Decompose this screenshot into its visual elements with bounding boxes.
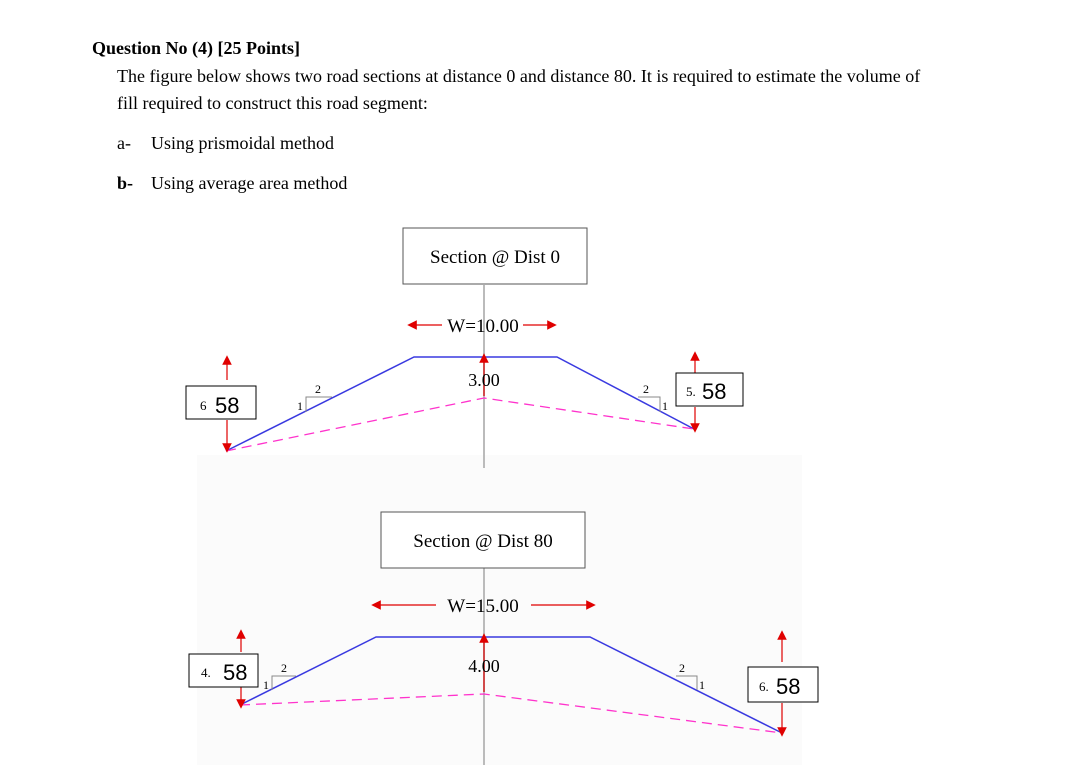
section-0-right-slope-run: 2 bbox=[643, 382, 649, 396]
section-80-right-slope-run: 2 bbox=[679, 661, 685, 675]
section-80-right-slope-rise: 1 bbox=[699, 678, 705, 692]
question-body: The figure below shows two road sections at distance 0 and distance 80. It is required to estimate the volume of fill required to construct this road segment: bbox=[117, 66, 921, 113]
section-0-left-slope-run: 2 bbox=[315, 382, 321, 396]
section-0-width-label: W=10.00 bbox=[447, 316, 519, 337]
section-80-right-label-small: 6. bbox=[759, 679, 769, 694]
section-0 bbox=[186, 228, 743, 468]
section-0-center-label: 3.00 bbox=[468, 370, 500, 390]
item-b-text: Using average area method bbox=[151, 173, 348, 193]
section-0-right-slope-rise: 1 bbox=[662, 399, 668, 413]
section-0-right-label-small: 5. bbox=[686, 384, 696, 399]
section-0-left-label-small: 6 bbox=[200, 398, 207, 413]
section-80-left-slope-rise: 1 bbox=[263, 678, 269, 692]
section-80-width-label: W=15.00 bbox=[447, 596, 519, 617]
section-80-left-slope-run: 2 bbox=[281, 661, 287, 675]
section-0-right-label-big: 58 bbox=[702, 379, 727, 404]
section-80-title: Section @ Dist 80 bbox=[413, 531, 553, 552]
item-b-marker: b- bbox=[117, 173, 134, 193]
section-0-left-label-big: 58 bbox=[215, 393, 240, 418]
section-80-left-label-big: 58 bbox=[223, 660, 248, 685]
item-a-marker: a- bbox=[117, 133, 131, 153]
question-title: Question No (4) [25 Points] bbox=[92, 38, 300, 58]
section-80-center-label: 4.00 bbox=[468, 656, 500, 676]
section-0-left-slope-rise: 1 bbox=[297, 399, 303, 413]
item-a-text: Using prismoidal method bbox=[151, 133, 334, 153]
section-0-title: Section @ Dist 0 bbox=[430, 247, 560, 268]
section-80-left-label-small: 4. bbox=[201, 665, 211, 680]
section-80-right-label-big: 58 bbox=[776, 674, 801, 699]
